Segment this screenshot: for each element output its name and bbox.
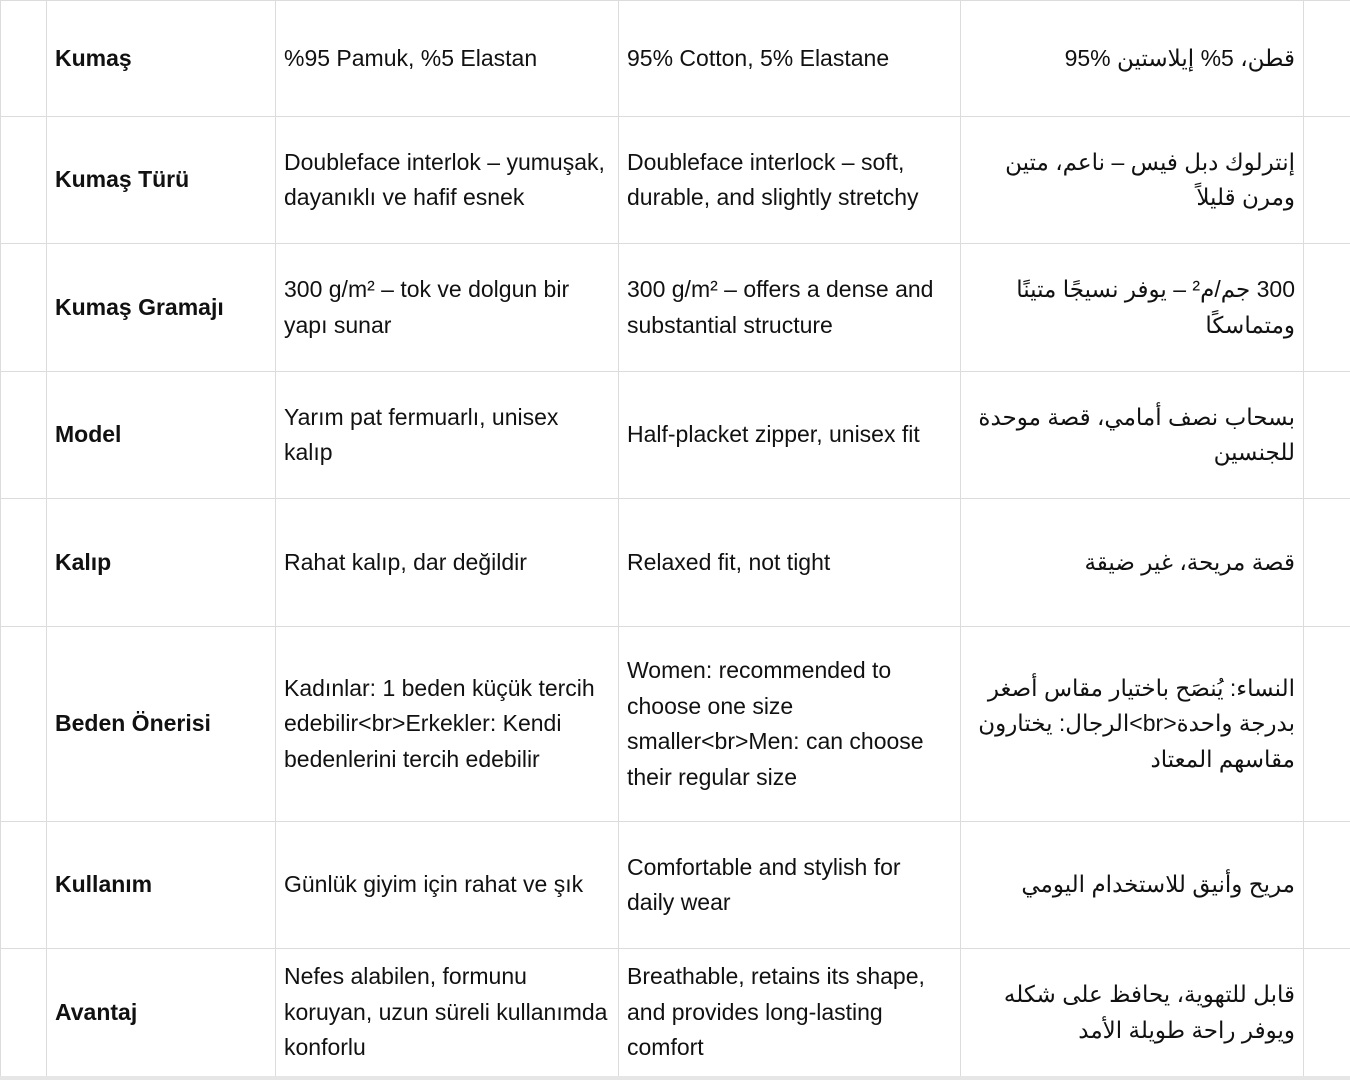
table-row [1, 627, 1350, 822]
table-row [1, 244, 1350, 372]
table-row [1, 117, 1350, 244]
row-left-margin-cell[interactable] [1, 244, 47, 372]
turkish-cell[interactable]: Nefes alabilen, formunu koruyan, uzun süreli kullanımda konforlu [276, 949, 619, 1077]
label-cell[interactable]: Model [47, 372, 276, 499]
english-cell[interactable]: Half-placket zipper, unisex fit [619, 372, 961, 499]
row-left-margin-cell[interactable] [1, 499, 47, 627]
english-cell[interactable]: Comfortable and stylish for daily wear [619, 822, 961, 949]
english-cell[interactable]: 95% Cotton, 5% Elastane [619, 1, 961, 117]
arabic-cell[interactable]: النساء: يُنصَح باختيار مقاس أصغر بدرجة واحدة<br>الرجال: يختارون مقاسهم المعتاد [961, 627, 1304, 822]
turkish-cell[interactable]: %95 Pamuk, %5 Elastan [276, 1, 619, 117]
arabic-cell[interactable]: قصة مريحة، غير ضيقة [961, 499, 1304, 627]
table-row [1, 499, 1350, 627]
row-right-margin-cell[interactable] [1304, 822, 1350, 949]
turkish-cell[interactable]: Günlük giyim için rahat ve şık [276, 822, 619, 949]
arabic-cell[interactable]: قابل للتهوية، يحافظ على شكله ويوفر راحة طويلة الأمد [961, 949, 1304, 1077]
table-row [1, 822, 1350, 949]
arabic-cell[interactable]: بسحاب نصف أمامي، قصة موحدة للجنسين [961, 372, 1304, 499]
turkish-cell[interactable]: Yarım pat fermuarlı, unisex kalıp [276, 372, 619, 499]
turkish-cell[interactable]: Doubleface interlok – yumuşak, dayanıklı ve hafif esnek [276, 117, 619, 244]
arabic-cell[interactable]: قطن، 5% إيلاستين %95 [961, 1, 1304, 117]
label-cell[interactable]: Avantaj [47, 949, 276, 1077]
label-cell[interactable]: Kullanım [47, 822, 276, 949]
row-left-margin-cell[interactable] [1, 627, 47, 822]
row-left-margin-cell[interactable] [1, 372, 47, 499]
turkish-cell[interactable]: Rahat kalıp, dar değildir [276, 499, 619, 627]
label-cell[interactable]: Kumaş [47, 1, 276, 117]
turkish-cell[interactable]: Kadınlar: 1 beden küçük tercih edebilir<br>Erkekler: Kendi bedenlerini tercih edebilir [276, 627, 619, 822]
label-cell[interactable]: Beden Önerisi [47, 627, 276, 822]
table-row [1, 949, 1350, 1077]
arabic-cell[interactable]: 300 جم/م² – يوفر نسيجًا متينًا ومتماسكًا [961, 244, 1304, 372]
english-cell[interactable]: Women: recommended to choose one size smaller<br>Men: can choose their regular size [619, 627, 961, 822]
row-left-margin-cell[interactable] [1, 949, 47, 1077]
english-cell[interactable]: 300 g/m² – offers a dense and substantial structure [619, 244, 961, 372]
english-cell[interactable]: Doubleface interlock – soft, durable, and slightly stretchy [619, 117, 961, 244]
row-right-margin-cell[interactable] [1304, 372, 1350, 499]
table-row [1, 372, 1350, 499]
row-right-margin-cell[interactable] [1304, 1, 1350, 117]
row-right-margin-cell[interactable] [1304, 627, 1350, 822]
arabic-cell[interactable]: إنترلوك دبل فيس – ناعم، متين ومرن قليلاً [961, 117, 1304, 244]
table-row [1, 1, 1350, 117]
row-right-margin-cell[interactable] [1304, 244, 1350, 372]
turkish-cell[interactable]: 300 g/m² – tok ve dolgun bir yapı sunar [276, 244, 619, 372]
arabic-cell[interactable]: مريح وأنيق للاستخدام اليومي [961, 822, 1304, 949]
label-cell[interactable]: Kumaş Gramajı [47, 244, 276, 372]
label-cell[interactable]: Kumaş Türü [47, 117, 276, 244]
row-right-margin-cell[interactable] [1304, 949, 1350, 1077]
bottom-scroll-strip [0, 1076, 1350, 1080]
english-cell[interactable]: Relaxed fit, not tight [619, 499, 961, 627]
label-cell[interactable]: Kalıp [47, 499, 276, 627]
row-right-margin-cell[interactable] [1304, 117, 1350, 244]
row-left-margin-cell[interactable] [1, 117, 47, 244]
row-right-margin-cell[interactable] [1304, 499, 1350, 627]
row-left-margin-cell[interactable] [1, 822, 47, 949]
english-cell[interactable]: Breathable, retains its shape, and provides long-lasting comfort [619, 949, 961, 1077]
row-left-margin-cell[interactable] [1, 1, 47, 117]
